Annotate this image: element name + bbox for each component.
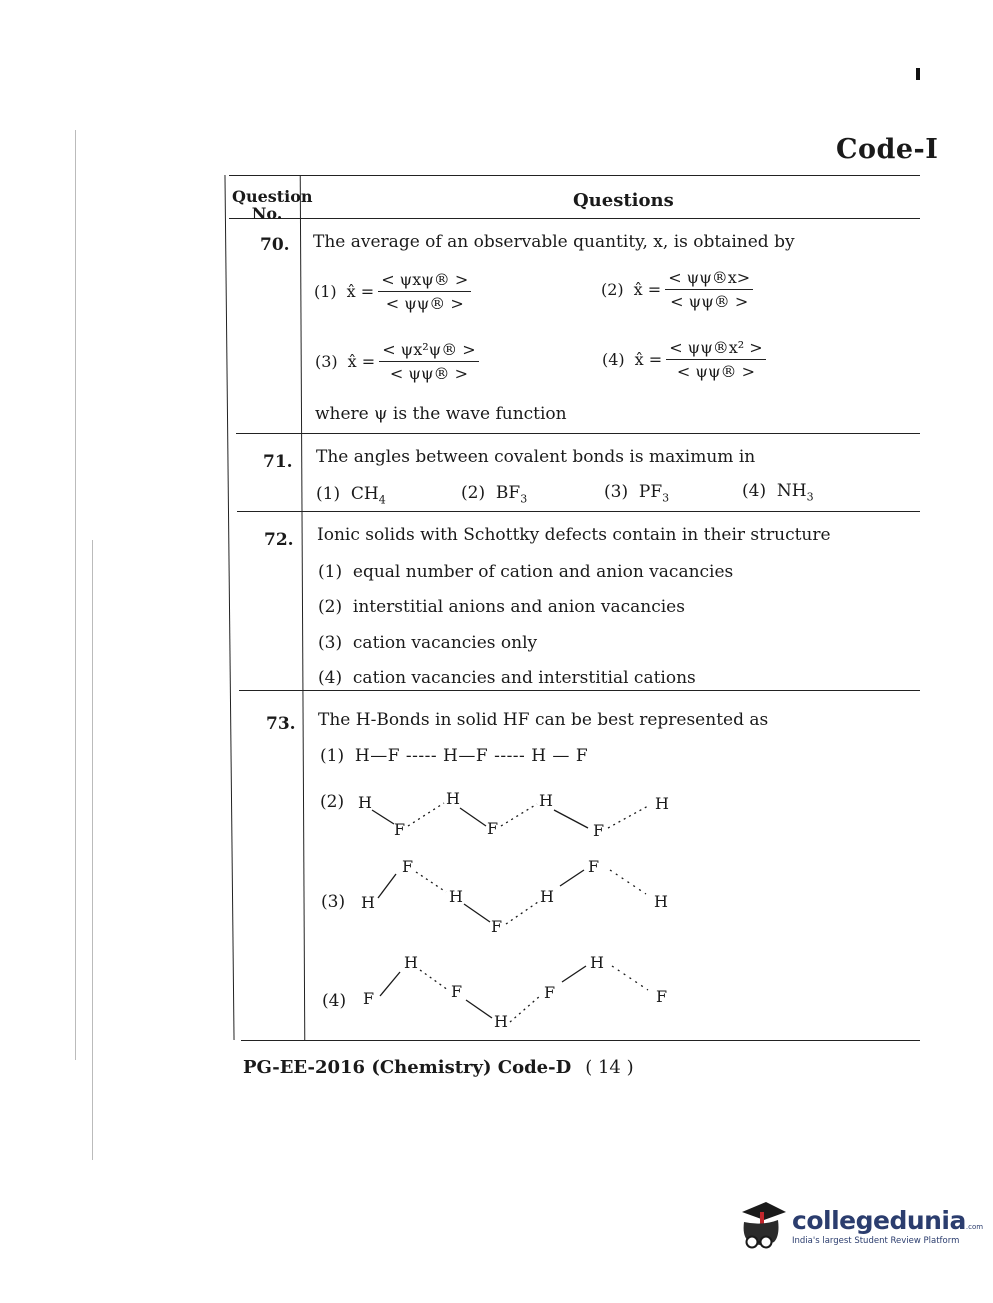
atom-f: F: [402, 857, 414, 876]
atom-h: H: [654, 892, 668, 911]
atom-f: F: [451, 982, 463, 1001]
question-text: The H-Bonds in solid HF can be best represented as: [318, 710, 769, 730]
atom-h: H: [446, 789, 460, 808]
exam-code: PG-EE-2016 (Chemistry) Code-D: [243, 1057, 572, 1078]
option-label: (4): [742, 481, 767, 501]
formula: BF: [495, 483, 521, 503]
covalent-bond: [378, 874, 396, 898]
atom-f: F: [491, 917, 503, 936]
option-label: (3): [315, 352, 338, 371]
column-header-qno: Question No.: [232, 187, 313, 223]
question-note: where ψ is the wave function: [315, 404, 567, 424]
atom-h: H: [358, 793, 372, 812]
page-number: ( 14 ): [585, 1057, 634, 1078]
formula: NH: [776, 481, 807, 501]
denominator: < ψψ® >: [385, 294, 464, 313]
covalent-bond: [372, 810, 394, 824]
option-label: (1): [320, 746, 345, 766]
collegedunia-logo[interactable]: [736, 1198, 983, 1254]
x-hat: x̂ =: [633, 280, 662, 299]
option-text: interstitial anions and anion vacancies: [352, 597, 685, 617]
atom-h: H: [361, 893, 375, 912]
option-label: (3): [604, 482, 629, 502]
column-header-questions: Questions: [573, 190, 674, 211]
option-label: (1): [316, 484, 341, 504]
covalent-bond: [380, 972, 400, 996]
logo-suffix: .com: [965, 1223, 984, 1231]
option-text: H—F ----- H—F ----- H — F: [354, 746, 589, 766]
option-label: (2): [461, 483, 486, 503]
hydrogen-bond: [501, 804, 537, 826]
option-label: (4): [602, 350, 625, 369]
hydrogen-bond: [608, 806, 648, 828]
numerator: < ψxψ® >: [378, 270, 471, 292]
logo-tagline: India's largest Student Review Platform: [792, 1236, 960, 1246]
atom-h: H: [540, 887, 554, 906]
atom-f: F: [593, 821, 605, 840]
atom-f: F: [363, 989, 375, 1008]
question-number: 73.: [266, 714, 296, 734]
code-label: Code-I: [836, 134, 939, 165]
hydrogen-bond: [408, 803, 444, 826]
atom-h: H: [655, 794, 669, 813]
atom-h: H: [539, 791, 553, 810]
option-label: (3): [318, 633, 343, 653]
option-text: cation vacancies only: [352, 633, 538, 653]
covalent-bond: [466, 1000, 492, 1018]
covalent-bond: [560, 870, 584, 886]
hydrogen-bond: [416, 872, 446, 892]
question-text: Ionic solids with Schottky defects contain in their structure: [317, 525, 831, 545]
hydrogen-bond: [612, 966, 648, 990]
denominator: < ψψ® >: [389, 364, 468, 383]
option-label: (1): [314, 282, 337, 301]
formula: CH: [350, 484, 379, 504]
formula-subscript: 4: [378, 493, 386, 507]
logo-name: collegedunia: [792, 1206, 966, 1235]
denominator: < ψψ® >: [670, 292, 749, 311]
formula-subscript: 3: [520, 492, 528, 506]
formula-subscript: 3: [806, 490, 814, 504]
numerator: < ψx²ψ® >: [379, 340, 479, 362]
x-hat: x̂ =: [634, 350, 663, 369]
x-hat: x̂ =: [346, 282, 375, 301]
atom-f: F: [588, 857, 600, 876]
covalent-bond: [562, 966, 586, 982]
hydrogen-bond: [610, 870, 646, 894]
atom-h: H: [449, 887, 463, 906]
option-text: equal number of cation and anion vacancies: [352, 562, 734, 582]
option-label: (4): [322, 991, 347, 1011]
atom-f: F: [394, 820, 406, 839]
numerator: < ψψ®x² >: [666, 338, 766, 360]
question-number: 70.: [260, 235, 290, 255]
question-number: 72.: [264, 530, 294, 550]
covalent-bond: [460, 808, 486, 826]
mascot-icon: [736, 1198, 788, 1254]
hydrogen-bond: [510, 996, 540, 1022]
question-text: The average of an observable quantity, x, is obtained by: [313, 232, 795, 252]
footer: [243, 1057, 634, 1078]
atom-f: F: [487, 819, 499, 838]
atom-h: H: [590, 953, 604, 972]
covalent-bond: [464, 904, 490, 922]
hydrogen-bond: [506, 902, 538, 924]
question-number: 71.: [263, 452, 293, 472]
option-text: cation vacancies and interstitial cations: [352, 668, 696, 688]
option-label: (2): [320, 792, 345, 812]
atom-h: H: [404, 953, 418, 972]
question-text: The angles between covalent bonds is maximum in: [316, 447, 756, 467]
formula: PF: [638, 482, 663, 502]
formula-subscript: 3: [662, 491, 670, 505]
option-label: (1): [318, 562, 343, 582]
option-label: (2): [601, 280, 624, 299]
atom-f: F: [656, 987, 668, 1006]
x-hat: x̂ =: [347, 352, 376, 371]
option-label: (2): [318, 597, 343, 617]
hydrogen-bond: [420, 970, 448, 990]
atom-f: F: [544, 983, 556, 1002]
denominator: < ψψ® >: [676, 362, 755, 381]
atom-h: H: [494, 1012, 508, 1031]
option-label: (3): [321, 892, 346, 912]
covalent-bond: [554, 810, 588, 828]
numerator: < ψψ®x>: [665, 268, 753, 290]
option-label: (4): [318, 668, 343, 688]
